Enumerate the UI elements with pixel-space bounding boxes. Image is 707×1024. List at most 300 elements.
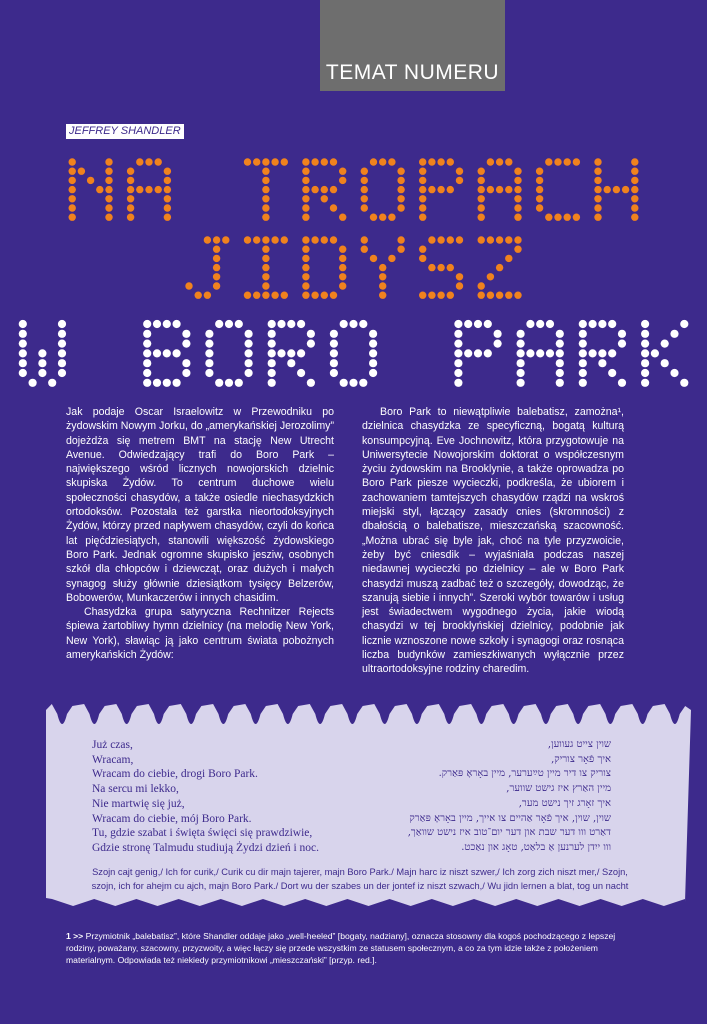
title-dot [505, 255, 512, 262]
title-dot [437, 292, 444, 299]
title-dot [613, 186, 620, 193]
title-dot [96, 186, 103, 193]
title-dot [287, 359, 295, 367]
poem-line: Tu, gdzie szabat i święta święci się prawdziwie, [92, 827, 313, 840]
title-dot [474, 349, 482, 357]
title-dot [505, 236, 512, 243]
poem-line: Gdzie stronę Talmudu studiują Żydzi dzień i noc. [92, 841, 320, 854]
title-dot [28, 379, 36, 387]
title-dot [330, 369, 338, 377]
title-dot [661, 340, 669, 348]
title-dot [359, 320, 367, 328]
title-dot [361, 186, 368, 193]
title-dot [474, 320, 482, 328]
footnote-text: Przymiotnik „balebatisz”, które Shandler oddaje jako „well-heeled” [bogaty, nadziany], oznacza stosowny dla kogoś pochodzącego z lepszej rodziny, poważany, szacowny, przyzwoity, a więc łączy się przede wszystkim ze statusem społecznym, a co za tym idzie także z położeniem materialnym. Odpowiada też niekiedy przymiotnikowi „mieszczański” [przyp. red.]. [66, 931, 616, 965]
title-dot [277, 349, 285, 357]
title-dot [205, 330, 213, 338]
title-dot [204, 292, 211, 299]
title-dot [456, 177, 463, 184]
title-dot [447, 264, 454, 271]
title-dot [339, 214, 346, 221]
title-dot [397, 177, 404, 184]
title-dot [339, 255, 346, 262]
title-dot [245, 340, 253, 348]
title-dot [19, 369, 27, 377]
title-dot [262, 195, 269, 202]
title-dot [268, 349, 276, 357]
title-dot [153, 320, 161, 328]
title-dot [58, 340, 66, 348]
title-dot [496, 264, 503, 271]
title-dot [213, 264, 220, 271]
title-dot [526, 349, 534, 357]
title-dot [143, 359, 151, 367]
title-dot [661, 359, 669, 367]
title-dot [464, 349, 472, 357]
title-dot [505, 292, 512, 299]
title-dot [205, 349, 213, 357]
title-dot [339, 282, 346, 289]
title-dot [594, 168, 601, 175]
title-dot [514, 177, 521, 184]
title-dot [397, 246, 404, 253]
title-dot [419, 177, 426, 184]
title-dot [127, 214, 134, 221]
title-dot [428, 158, 435, 165]
title-dot [321, 195, 328, 202]
title-dot [143, 369, 151, 377]
title-dot [287, 320, 295, 328]
title-dot [487, 236, 494, 243]
title-dot [268, 359, 276, 367]
title-dot [302, 204, 309, 211]
title-dot [69, 214, 76, 221]
title-dot [517, 369, 525, 377]
title-dot [262, 236, 269, 243]
title-dot [339, 273, 346, 280]
poem-line: דאַרט ווו דער שבת און דער יום־טוב איז נישט שוואַך, [407, 827, 611, 839]
title-dot [69, 195, 76, 202]
title-dot [594, 158, 601, 165]
title-dot [245, 349, 253, 357]
title-dot [213, 282, 220, 289]
title-dot [556, 340, 564, 348]
title-dot [330, 186, 337, 193]
title-dot [496, 292, 503, 299]
title-dot [361, 195, 368, 202]
title-dot [58, 369, 66, 377]
title-dot [598, 359, 606, 367]
title-dot [173, 320, 181, 328]
title-dot [253, 236, 260, 243]
title-dot [579, 330, 587, 338]
title-dot [478, 214, 485, 221]
title-dot [330, 359, 338, 367]
title-dot [136, 158, 143, 165]
title-dot [58, 330, 66, 338]
title-dot [454, 349, 462, 357]
title-dot [546, 320, 554, 328]
title-dot [454, 330, 462, 338]
title-dot [370, 214, 377, 221]
title-dot [517, 340, 525, 348]
title-dot [536, 204, 543, 211]
title-dot [419, 204, 426, 211]
section-label: TEMAT NUMERU [325, 61, 500, 84]
title-dot [244, 292, 251, 299]
title-dot [428, 186, 435, 193]
title-dot [369, 330, 377, 338]
title-dot [428, 292, 435, 299]
title-dot [680, 320, 688, 328]
title-dot [554, 158, 561, 165]
title-dot [514, 168, 521, 175]
title-dot [589, 320, 597, 328]
title-dot [302, 264, 309, 271]
title-dot [437, 158, 444, 165]
title-dot [361, 204, 368, 211]
title-dot [164, 204, 171, 211]
title-dot [379, 158, 386, 165]
title-dot [302, 273, 309, 280]
title-dot [163, 320, 171, 328]
title-dot [311, 292, 318, 299]
title-dot [419, 255, 426, 262]
title-dot [573, 214, 580, 221]
title-dot [618, 330, 626, 338]
title-dot [271, 236, 278, 243]
title-dot [608, 369, 616, 377]
title-dot [369, 359, 377, 367]
title-dot [361, 168, 368, 175]
title-dot [277, 320, 285, 328]
title-dot [262, 168, 269, 175]
poem-line: איך פֿאָר צוריק, [551, 753, 611, 765]
title-dot [330, 158, 337, 165]
title-dot [359, 379, 367, 387]
title-dot [302, 236, 309, 243]
title-dot [594, 195, 601, 202]
title-dot [302, 158, 309, 165]
title-dot [361, 236, 368, 243]
title-dot [155, 158, 162, 165]
title-dot [182, 359, 190, 367]
title-dot [517, 330, 525, 338]
title-dot [297, 369, 305, 377]
title-dot [598, 320, 606, 328]
title-dot [631, 204, 638, 211]
title-dot [268, 379, 276, 387]
title-dot [478, 168, 485, 175]
title-dot [244, 236, 251, 243]
title-dot [105, 186, 112, 193]
title-dot [163, 379, 171, 387]
title-dot [604, 186, 611, 193]
title-dot [262, 177, 269, 184]
title-dot [136, 186, 143, 193]
title-dot [361, 177, 368, 184]
title-dot [556, 369, 564, 377]
title-dot [505, 158, 512, 165]
title-dot [478, 204, 485, 211]
title-dot [19, 330, 27, 338]
title-dot [19, 359, 27, 367]
title-dot [514, 236, 521, 243]
title-dot [428, 236, 435, 243]
title-dot [447, 292, 454, 299]
title-dot [361, 246, 368, 253]
title-dot [670, 369, 678, 377]
title-dot [127, 168, 134, 175]
title-dot [205, 369, 213, 377]
title-dot [514, 246, 521, 253]
title-dot [594, 177, 601, 184]
title-dot [321, 158, 328, 165]
title-dot [244, 158, 251, 165]
title-dot [564, 158, 571, 165]
title-dot [143, 379, 151, 387]
title-dot [145, 186, 152, 193]
title-dot [564, 214, 571, 221]
title-dot [262, 255, 269, 262]
title-dot [641, 320, 649, 328]
poem-yiddish [408, 738, 611, 856]
title-dot [505, 186, 512, 193]
title-dot [369, 340, 377, 348]
title-dot [437, 186, 444, 193]
title-dot [164, 177, 171, 184]
poem-line: ווו ייִדן לערנען אַ בלאַט, טאָג און נאַכט. [461, 841, 611, 853]
dot-matrix-title [0, 150, 707, 395]
title-dot [339, 168, 346, 175]
title-dot [58, 320, 66, 328]
title-dot [330, 204, 337, 211]
title-dot [397, 195, 404, 202]
title-dot [311, 158, 318, 165]
title-dot [579, 359, 587, 367]
title-dot [164, 168, 171, 175]
title-dot [556, 379, 564, 387]
title-dot [235, 320, 243, 328]
title-dot [245, 330, 253, 338]
title-dot [536, 186, 543, 193]
title-dot [340, 320, 348, 328]
title-dot [437, 264, 444, 271]
title-dot [370, 255, 377, 262]
title-line-1 [69, 158, 639, 221]
title-dot [631, 158, 638, 165]
title-dot [302, 255, 309, 262]
title-dot [379, 214, 386, 221]
title-dot [155, 186, 162, 193]
poem-line: Już czas, [92, 739, 133, 751]
title-dot [419, 246, 426, 253]
title-dot [245, 369, 253, 377]
title-dot [651, 349, 659, 357]
title-dot [454, 320, 462, 328]
title-dot [349, 320, 357, 328]
title-dot [268, 340, 276, 348]
title-dot [38, 369, 46, 377]
title-dot [454, 359, 462, 367]
title-dot [641, 369, 649, 377]
title-dot [105, 195, 112, 202]
title-dot [127, 186, 134, 193]
title-dot [556, 330, 564, 338]
title-dot [287, 349, 295, 357]
title-dot [388, 255, 395, 262]
title-dot [494, 330, 502, 338]
title-dot [127, 204, 134, 211]
paragraph: Boro Park to niewątpliwie balebatisz, zamożna¹, dzielnica chasydzka ze specyficzną, bogatą kulturą konsumpcyjną. Eve Jochnowitz, która przygotowuje na Uniwersytecie Nowojorskim doktorat o współczesnym życiu żydowskim na Brooklynie, a także oprowadza po Boro Park piesze wycieczki, podkreśla, że ubiorem i zachowaniem tamtejszych chasydów rządzi na wskroś miejski styl, łączący zasady cnies (skromności) z dbałością o balebatisze, mieszczańską szacowność. „Można ubrać się byle jak, choć na tyle przyzwoicie, żeby być cniesdik – wyjaśniała podczas naszej niedawnej wycieczki po dzielnicy – ale w Boro Park chasydzi muszą zadbać też o szczegóły, dowodząc, że szanują siebie i innych”. Szeroki wybór towarów i usług jest świadectwem wygodnego życia, jakie wiodą chasydzi w tej brooklyńskiej dzielnicy, podobnie jak licznie wznoszone nowe szkoły i synagogi oraz rosnąca liczba budynków zamieszkiwanych wyłącznie przez ultraortodoksyjne rodziny charedim. [362, 406, 624, 676]
title-dot [517, 379, 525, 387]
author-name: JEFFREY SHANDLER [66, 124, 184, 139]
poem-line: Nie martwię się już, [92, 797, 185, 810]
title-dot [185, 282, 192, 289]
title-dot [204, 236, 211, 243]
title-dot [514, 292, 521, 299]
title-dot [579, 320, 587, 328]
title-dot [143, 330, 151, 338]
title-dot [379, 264, 386, 271]
poem-line: Wracam do ciebie, drogi Boro Park. [92, 768, 258, 781]
title-dot [631, 186, 638, 193]
title-dot [340, 379, 348, 387]
title-dot [517, 359, 525, 367]
title-dot [268, 320, 276, 328]
title-dot [478, 177, 485, 184]
title-dot [164, 186, 171, 193]
title-line-3 [19, 320, 689, 387]
title-dot [514, 195, 521, 202]
title-dot [487, 186, 494, 193]
title-dot [253, 158, 260, 165]
title-dot [419, 168, 426, 175]
title-dot [622, 186, 629, 193]
title-dot [69, 158, 76, 165]
title-dot [487, 273, 494, 280]
title-dot [526, 320, 534, 328]
title-dot [262, 264, 269, 271]
title-dot [419, 195, 426, 202]
title-dot [19, 340, 27, 348]
title-dot [517, 349, 525, 357]
title-dot [641, 359, 649, 367]
title-dot [262, 273, 269, 280]
title-dot [514, 204, 521, 211]
title-dot [419, 158, 426, 165]
title-dot [388, 158, 395, 165]
title-dot [339, 264, 346, 271]
title-dot [579, 349, 587, 357]
title-dot [330, 340, 338, 348]
title-dot [641, 330, 649, 338]
title-dot [641, 379, 649, 387]
title-dot [143, 320, 151, 328]
title-dot [281, 158, 288, 165]
poem-polish [92, 738, 319, 856]
title-dot [58, 359, 66, 367]
title-dot [631, 214, 638, 221]
title-dot [235, 379, 243, 387]
title-dot [536, 168, 543, 175]
title-dot [536, 177, 543, 184]
poem-line: שוין, שוין, איך פֿאָר אַהיים צו אייך, מיין באָראָ פּאַרק [409, 812, 611, 824]
title-dot [163, 349, 171, 357]
title-dot [213, 236, 220, 243]
title-dot [478, 186, 485, 193]
title-dot [478, 195, 485, 202]
title-dot [379, 292, 386, 299]
title-dot [173, 349, 181, 357]
title-dot [105, 177, 112, 184]
title-dot [428, 264, 435, 271]
title-dot [589, 349, 597, 357]
title-dot [302, 168, 309, 175]
title-dot [302, 214, 309, 221]
title-dot [478, 236, 485, 243]
title-dot [464, 320, 472, 328]
title-dot [321, 186, 328, 193]
title-dot [594, 214, 601, 221]
poem-line: שוין צייט געווען, [547, 739, 611, 750]
title-dot [456, 282, 463, 289]
title-dot [253, 292, 260, 299]
title-dot [69, 186, 76, 193]
title-dot [631, 168, 638, 175]
title-dot [262, 292, 269, 299]
title-dot [213, 246, 220, 253]
title-dot [321, 292, 328, 299]
title-dot [556, 349, 564, 357]
title-dot [330, 236, 337, 243]
title-dot [164, 214, 171, 221]
title-dot [145, 158, 152, 165]
title-dot [631, 177, 638, 184]
title-dot [205, 359, 213, 367]
title-dot [598, 349, 606, 357]
title-dot [213, 273, 220, 280]
title-dot [19, 349, 27, 357]
title-dot [245, 359, 253, 367]
title-dot [496, 236, 503, 243]
title-dot [143, 340, 151, 348]
poem-line: מיין האַרץ איז גישט שווער, [506, 783, 611, 795]
title-dot [456, 236, 463, 243]
title-dot [225, 379, 233, 387]
title-dot [573, 158, 580, 165]
title-dot [48, 379, 56, 387]
title-dot [579, 340, 587, 348]
title-dot [369, 349, 377, 357]
title-dot [182, 340, 190, 348]
title-dot [205, 340, 213, 348]
title-dot [271, 292, 278, 299]
footnote [66, 930, 626, 966]
title-dot [618, 379, 626, 387]
title-dot [536, 195, 543, 202]
title-dot [105, 204, 112, 211]
title-dot [545, 158, 552, 165]
title-dot [514, 186, 521, 193]
title-dot [536, 349, 544, 357]
title-dot [618, 340, 626, 348]
poem-line: איך זאָרג זיך נישט מער, [518, 797, 611, 809]
title-dot [487, 158, 494, 165]
paragraph: Chasydzka grupa satyryczna Rechnitzer Rejects śpiewa żartobliwy hymn dzielnicy (na melodię New York, New York), sławiąc ją jako centrum świata pobożnych amerykańskich Żydów: [66, 606, 334, 662]
title-dot [271, 158, 278, 165]
poem-line: Wracam, [92, 753, 134, 766]
